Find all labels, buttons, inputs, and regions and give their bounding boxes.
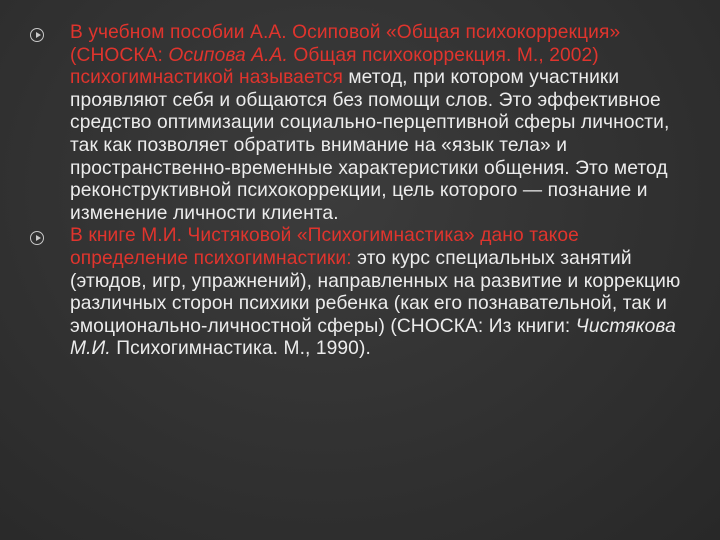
bullet-2-text-plain-b: Психогимнастика. М., 1990). xyxy=(110,338,371,360)
bullet-2-text-red: В книге М.И. Чистяковой «Психогимнастика» дано такое определение психогимнастики: xyxy=(70,225,579,269)
circle-arrow-bullet-icon xyxy=(30,28,44,42)
bullet-1-text-plain: метод, при котором участники проявляют себя и общаются без помощи слов. Это эффективное средство оптимизации социально-перцептивной сферы личности, так как позволяет обратить внимание на «язык тела» и пространственно-временные характеристики общения. Это метод реконструктивной психокоррекции, цель которого — познание и изменение личности клиента. xyxy=(70,67,670,224)
bullet-2-text-plain-a: это курс специальных занятий (этюдов, игр, упражнений), направленных на развитие и коррекцию различных сторон психики ребенка (как его познавательной, так и эмоционально-личностной сферы) (СНОСКА: Из книги: xyxy=(70,247,681,337)
bullet-1-text-red-a: В учебном пособии А.А. Осиповой «Общая психокоррекция» (СНОСКА: xyxy=(70,22,621,66)
bullet-1-text-red-b: Общая психокоррекция. М., 2002) психогимнастикой называется xyxy=(70,44,599,89)
slide-content xyxy=(30,22,690,361)
bullet-item-osipova xyxy=(30,22,690,225)
circle-arrow-bullet-icon xyxy=(30,231,44,245)
bullet-1-text-red-italic: Осипова А.А. xyxy=(168,44,288,66)
bullet-2-text-italic: Чистякова М.И. xyxy=(70,315,676,360)
bullet-item-chistyakova xyxy=(30,225,690,361)
